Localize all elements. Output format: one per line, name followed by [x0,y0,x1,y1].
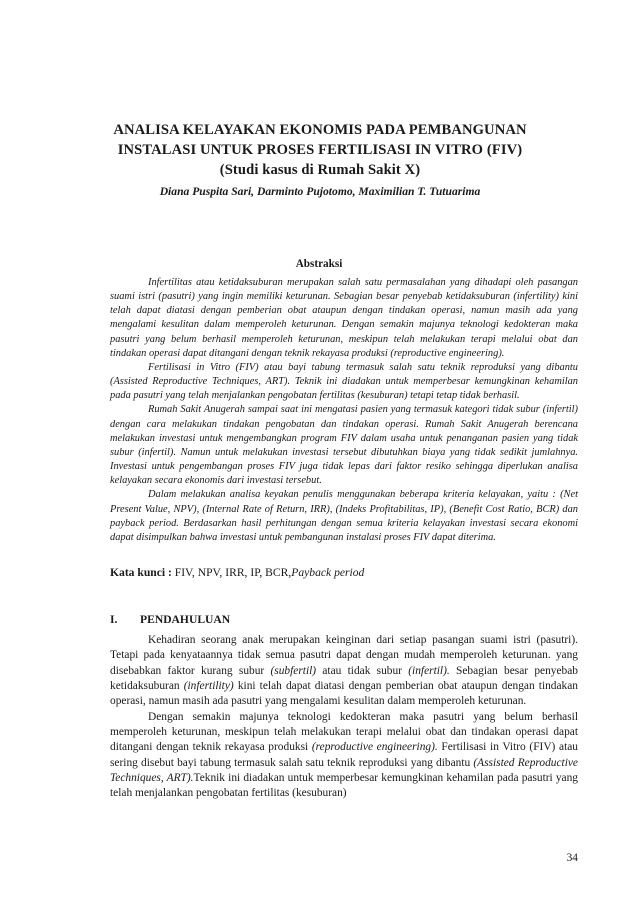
abstract-heading: Abstraksi [295,258,343,270]
title-line-2: INSTALASI UNTUK PROSES FERTILISASI IN VITRO (FIV) [117,142,523,158]
body-text-span: Kehadiran seorang anak merupakan keinginan dari setiap pasangan suami istri (pasutri). Tetapi pada kenyataannya tidak semua pasutri dapat dengan mudah memperoleh keturunan. yang disebabkan faktor kurang subur [110,634,578,677]
body-italic-span: (infertility) [183,680,234,693]
body-italic-span: (infertil). [408,664,450,677]
abstract-paragraph: Infertilitas atau ketidaksuburan merupakan salah satu permasalahan yang dihadapi oleh pasangan suami istri (pasutri) yang ingin memiliki keturunan. Sebagian besar penyebab ketidaksuburan (infertility) kini telah dapat diatasi dengan pemberian obat ataupun dengan tindakan operasi, namun masih ada yang mengalami kesulitan dalam memperoleh keturunan. Dengan semakin majunya teknologi kedokteran maka pasutri yang belum berhasil memperoleh keturunan, meskipun telah melakukan terapi melalui obat dan tindakan operasi dapat ditangani dengan teknik rekayasa produksi (reproductive engineering). [110,277,578,359]
paper-title [60,120,580,180]
body-text [110,633,578,802]
abstract-body [110,276,578,545]
body-paragraph [110,710,578,802]
keywords-line [110,565,578,580]
keywords-italic: Payback period [291,566,365,579]
body-text-span: Sebagian besar penyebab ketidaksuburan [110,664,578,693]
abstract-paragraph: Fertilisasi in Vitro (FIV) atau bayi tabung termasuk salah satu teknik reproduksi yang dibantu (Assisted Reproductive Techniques, ART). Teknik ini diadakan untuk memperbesar kemungkinan kehamilan pada pasutri yang telah menjalankan pengobatan fertilitas (kesuburan) tetapi tetap tidak berhasil. [110,361,578,402]
page-number: 34 [566,852,578,864]
body-text-span: Dengan semakin majunya teknologi kedokteran maka pasutri yang belum berhasil memperoleh keturunan, meskipun telah melakukan terapi melalui obat dan tindakan operasi dapat ditangani dengan teknik rekayasa produksi [110,710,578,754]
section-number: I. [110,613,118,626]
body-italic-span: (subfertil) [270,664,317,677]
abstract-paragraph: Dalam melakukan analisa keyakan penulis menggunakan beberapa kriteria kelayakan, yaitu : (Net Present Value, NPV), (Internal Rate of Return, IRR), (Indeks Profitabilitas, IP), (Benefit Cost Ratio, BCR) dan payback period. Berdasarkan hasil perhitungan dengan semua kriteria kelayakan investasi secara ekonomi dapat disimpulkan bahwa investasi untuk pembangunan instalasi proses FIV dapat diterima. [110,489,578,543]
abstract-paragraph: Rumah Sakit Anugerah sampai saat ini mengatasi pasien yang termasuk kategori tidak subur (infertil) dengan cara melakukan tindakan pengobatan dan tindakan operasi. Rumah Sakit Anugerah berencana melakukan investasi untuk mengembangkan program FIV dalam usaha untuk penanganan pasien yang tidak subur (infertil). Namun untuk melakukan investasi tersebut dibutuhkan biaya yang tidak sedikit jumlahnya. Investasi untuk pengembangan proses FIV juga tidak lepas dari faktor resiko sehingga diperlukan analisa kelayakan secara ekonomis dari investasi tersebut. [110,404,578,487]
body-text-span: kini telah dapat diatasi dengan pemberian obat ataupun dengan tindakan operasi, namun masih ada pasutri yang mengalami kesulitan dalam memperoleh keturunan. [110,680,578,708]
keywords-label: Kata kunci : [110,566,172,579]
title-line-1: ANALISA KELAYAKAN EKONOMIS PADA PEMBANGUNAN [113,122,527,138]
body-italic-span: (reproductive engineering). [311,741,438,754]
body-text-span: Fertilisasi in Vitro (FIV) atau sering disebut bayi tabung termasuk salah satu teknik reproduksi yang dibantu [110,741,578,769]
body-italic-span: (Assisted Reproductive Techniques, ART). [110,756,578,785]
keywords-list: FIV, NPV, IRR, IP, BCR, [171,566,292,579]
section-heading [110,612,230,627]
author-list: Diana Puspita Sari, Darminto Pujotomo, Maximilian T. Tutuarima [159,185,481,198]
body-text-span: atau tidak subur [316,664,409,677]
body-paragraph [110,633,578,710]
body-text-span: Teknik ini diadakan untuk memperbesar kemungkinan kehamilan pada pasutri yang telah menjalankan pengobatan fertilitas (kesuburan) [110,772,578,800]
section-title: PENDAHULUAN [140,613,231,626]
title-line-3: (Studi kasus di Rumah Sakit X) [219,162,421,178]
